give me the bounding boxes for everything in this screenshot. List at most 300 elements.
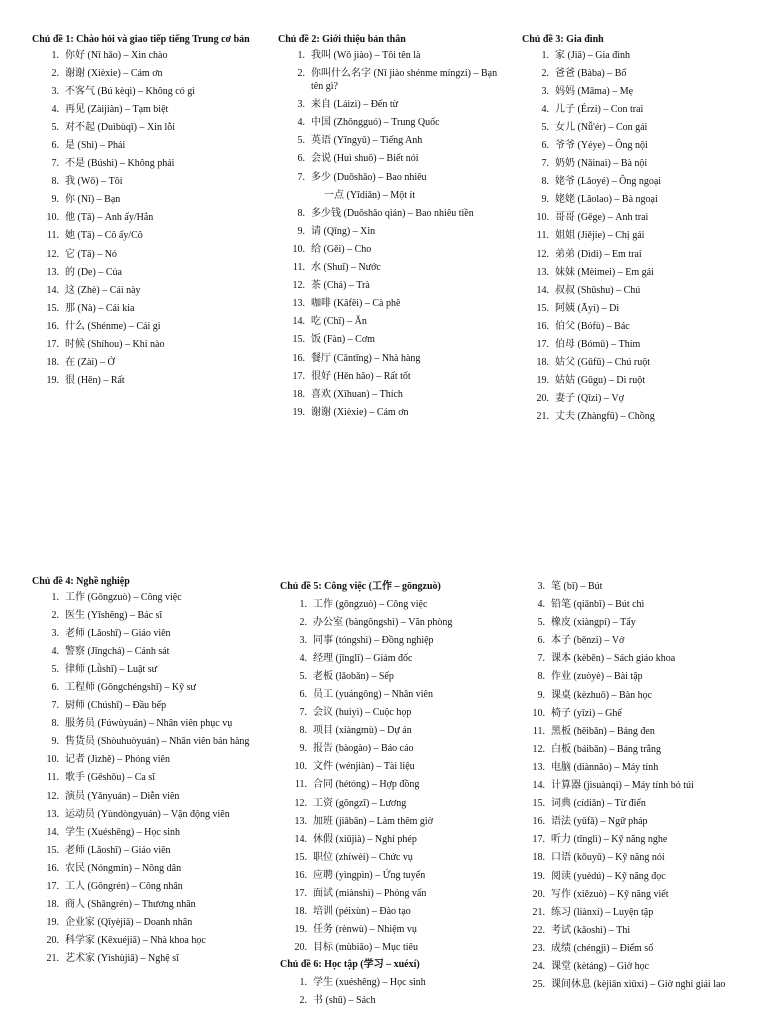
item-number: 17. [46,881,59,892]
vocab-item [280,833,510,847]
item-text: 员工 (yuángōng) – Nhân viên [313,688,433,700]
vocab-item [518,924,750,938]
vocab-item [278,49,500,63]
item-number: 16. [294,869,307,881]
vocab-item [522,338,752,352]
item-number: 4. [537,599,545,611]
item-number: 8. [51,718,59,730]
item-text: 职位 (zhíwèi) – Chức vụ [313,851,413,863]
item-number: 7. [51,700,59,712]
vocab-item [32,880,254,894]
item-number: 9. [537,689,545,701]
item-text: 茶 (Chá) – Trà [311,280,370,292]
vocab-item [278,406,500,420]
item-number: 15. [536,302,549,314]
item-text: 笔 (bǐ) – Bút [551,581,603,592]
section-2 [278,33,500,424]
vocab-item [518,598,750,612]
item-number: 13. [46,808,59,820]
vocab-item [522,248,752,262]
item-text: 橡皮 (xiàngpí) – Tẩy [551,617,636,629]
vocab-item [518,870,750,884]
vocab-item [32,374,254,388]
vocab-item [522,284,752,298]
item-number: 2. [51,67,59,79]
vocab-item [32,302,254,316]
vocab-item [518,888,750,902]
vocab-item [518,670,750,684]
vocab-item [32,753,254,767]
item-text: 他 (Tā) – Anh ấy/Hắn [65,212,154,224]
vocab-item [278,333,500,347]
vocab-item [518,833,750,847]
item-text: 丈夫 (Zhàngfū) – Chồng [555,411,655,423]
item-number: 4. [51,103,59,115]
item-text: 给 (Gěi) – Cho [311,243,372,255]
vocab-item [278,207,500,221]
vocab-item [32,139,254,153]
item-text: 老师 (Lǎoshī) – Giáo viên [65,627,171,639]
item-text: 吃 (Chī) – Ăn [311,316,367,328]
item-text: 阅读 (yuèdú) – Kỹ năng đọc [551,870,666,882]
vocab-item [32,735,254,749]
item-text: 任务 (rènwù) – Nhiệm vụ [313,924,417,936]
item-number: 5. [51,121,59,133]
item-text: 课桌 (kèzhuō) – Bàn học [551,689,653,701]
item-number: 9. [299,743,307,755]
vocab-item [32,49,254,63]
item-text: 你叫什么名字 (Nǐ jiào shénme míngzi) – Bạn tên gì? [311,67,498,93]
item-number: 17. [46,339,59,350]
vocab-item [518,978,750,992]
item-number: 22. [532,924,545,936]
item-number: 21. [536,411,549,423]
vocab-item [32,591,254,605]
section-5 [280,580,510,1012]
vocab-item [32,609,254,623]
vocab-item [32,645,254,659]
item-text: 听力 (tīnglì) – Kỹ năng nghe [551,834,668,846]
item-number: 7. [299,707,307,719]
vocab-item [278,297,500,311]
vocab-list [522,49,752,424]
item-text: 妹妹 (Mèimei) – Em gái [555,266,654,278]
vocab-item [280,760,510,774]
item-number: 14. [294,833,307,845]
item-text: 工人 (Gōngrén) – Công nhân [65,881,183,892]
item-text: 不是 (Búshì) – Không phải [65,158,175,170]
item-text: 我 (Wǒ) – Tôi [65,176,123,188]
vocab-item [278,261,500,275]
item-number: 7. [541,158,549,170]
vocab-item [32,663,254,677]
item-text: 报告 (bàogào) – Báo cáo [313,743,414,755]
item-number: 1. [51,49,59,61]
vocab-item [278,67,500,94]
item-number: 13. [532,761,545,773]
item-number: 13. [536,266,549,278]
item-text: 谢谢 (Xièxie) – Cảm ơn [311,406,409,418]
vocab-item [518,634,750,648]
item-text: 这 (Zhè) – Cái này [65,284,141,296]
item-text: 演员 (Yǎnyuán) – Diễn viên [65,790,180,802]
vocab-item [522,49,752,63]
item-text: 阿姨 (Āyí) – Dì [555,302,620,314]
item-text: 女儿 (Nǚ'ér) – Con gái [555,121,648,133]
item-text: 艺术家 (Yìshùjiā) – Nghệ sĩ [65,953,179,965]
item-text: 我叫 (Wǒ jiào) – Tôi tên là [311,49,421,61]
item-text: 她 (Tā) – Cô ấy/Cô [65,230,143,242]
item-text: 来自 (Láizì) – Đến từ [311,99,399,111]
vocab-item [280,994,510,1008]
item-text: 加班 (jiābān) – Làm thêm giờ [313,815,433,827]
item-number: 8. [297,207,305,219]
vocab-item [32,681,254,695]
item-text: 儿子 (Érzi) – Con trai [555,103,644,115]
vocab-item [278,370,500,384]
vocab-item [32,771,254,785]
item-text: 培训 (péixùn) – Đào tạo [313,906,411,918]
item-text: 记者 (Jìzhě) – Phóng viên [65,754,170,766]
item-text: 椅子 (yǐzi) – Ghế [551,707,622,719]
item-number: 16. [46,320,59,332]
vocab-item [522,374,752,388]
item-text: 应聘 (yìngpìn) – Ứng tuyển [313,869,426,881]
section-3 [522,33,752,428]
section-1 [32,33,254,392]
item-number: 6. [51,139,59,151]
vocab-item [32,193,254,207]
item-text: 是 (Shì) – Phải [65,139,126,151]
item-number: 14. [292,316,305,328]
item-number: 15. [46,844,59,856]
vocab-item [278,315,500,329]
item-text: 写作 (xiězuò) – Kỹ năng viết [551,888,669,900]
vocab-item [522,266,752,280]
item-number: 11. [532,725,545,737]
item-text: 文件 (wénjiàn) – Tài liệu [313,761,415,773]
item-number: 8. [299,725,307,737]
item-number: 18. [532,852,545,864]
vocab-item [522,211,752,225]
vocab-item [32,862,254,876]
item-number: 2. [297,67,305,79]
vocab-item [32,356,254,370]
item-number: 6. [51,681,59,693]
vocab-list [32,591,254,966]
item-text: 不客气 (Bú kèqì) – Không có gì [65,85,195,97]
item-number: 18. [46,899,59,911]
vocab-item [32,844,254,858]
item-number: 3. [299,634,307,646]
item-number: 20. [532,888,545,900]
item-text: 目标 (mùbiāo) – Mục tiêu [313,942,418,954]
vocab-item [278,352,500,366]
item-number: 12. [294,797,307,809]
item-number: 10. [46,754,59,766]
vocab-item [32,916,254,930]
section-title: Chủ đề 1: Chào hỏi và giao tiếp tiếng Trung cơ bản [32,34,250,45]
vocab-item [518,851,750,865]
item-text: 姥爷 (Lǎoyé) – Ông ngoại [555,176,662,188]
item-number: 12. [46,790,59,802]
item-text: 姥姥 (Lǎolao) – Bà ngoại [555,194,658,206]
vocab-item [280,815,510,829]
vocab-item [280,797,510,811]
item-number: 15. [46,302,59,314]
item-text: 老师 (Lǎoshī) – Giáo viên [65,844,171,856]
item-number: 8. [51,176,59,188]
item-text: 律师 (Lǜshī) – Luật sư [65,663,158,675]
item-number: 5. [541,121,549,133]
item-number: 10. [46,212,59,224]
item-number: 3. [537,581,545,592]
vocab-item [32,790,254,804]
vocab-item [32,121,254,135]
item-number: 2. [51,609,59,621]
item-text: 练习 (liànxí) – Luyện tập [551,906,654,918]
item-number: 1. [299,976,307,988]
item-number: 4. [297,117,305,129]
item-text: 会说 (Huì shuō) – Biết nói [311,153,419,165]
item-number: 13. [294,815,307,827]
item-text: 哥哥 (Gēge) – Anh trai [555,212,649,224]
item-text: 多少 (Duōshǎo) – Bao nhiêu [311,171,427,183]
item-number: 25. [532,979,545,991]
vocab-item [280,887,510,901]
vocab-item [32,952,254,966]
item-text: 售货员 (Shòuhuòyuán) – Nhân viên bán hàng [65,736,250,748]
vocab-item [278,225,500,239]
item-text: 项目 (xiàngmù) – Dự án [313,725,412,737]
vocab-item [32,266,254,280]
item-number: 24. [532,960,545,972]
vocab-item [518,652,750,666]
item-number: 9. [51,736,59,748]
item-text: 餐厅 (Cāntīng) – Nhà hàng [311,352,421,364]
item-number: 15. [292,334,305,346]
item-number: 16. [292,352,305,364]
item-number: 16. [536,320,549,332]
section-6-continued [518,580,750,996]
item-number: 17. [292,370,305,382]
vocab-item [518,689,750,703]
item-number: 15. [532,798,545,810]
item-text: 老板 (lǎobǎn) – Sếp [313,670,394,682]
item-text: 铅笔 (qiānbǐ) – Bút chì [551,599,645,611]
vocab-item [518,761,750,775]
item-text: 什么 (Shénme) – Cái gì [65,320,161,332]
item-number: 1. [297,49,305,61]
item-number: 7. [297,171,305,183]
vocab-item [518,779,750,793]
item-text: 口语 (kǒuyǔ) – Kỹ năng nói [551,852,665,864]
item-number: 19. [292,406,305,418]
item-text: 叔叔 (Shūshu) – Chú [555,284,641,296]
vocab-item [518,743,750,757]
vocab-item [522,392,752,406]
item-number: 8. [541,176,549,188]
item-text: 饭 (Fàn) – Cơm [311,334,375,346]
vocab-extra-line: 一点 (Yīdiǎn) – Một ít [324,189,416,201]
item-text: 那 (Nà) – Cái kia [65,302,135,314]
item-text: 工作 (Gōngzuò) – Công việc [65,591,182,603]
item-text: 英语 (Yīngyǔ) – Tiếng Anh [311,135,423,147]
vocab-item [280,941,510,955]
vocab-item [522,103,752,117]
item-text: 的 (De) – Của [65,266,122,278]
vocab-item [32,229,254,243]
item-number: 19. [536,375,549,387]
item-number: 10. [536,212,549,224]
vocab-item [32,284,254,298]
item-number: 17. [294,888,307,899]
item-text: 姐姐 (Jiějie) – Chị gái [555,230,645,242]
item-text: 经理 (jīnglǐ) – Giám đốc [313,652,413,664]
vocab-item [32,627,254,641]
vocab-item [522,139,752,153]
item-number: 18. [292,388,305,400]
item-number: 4. [299,652,307,664]
vocab-item [280,778,510,792]
vocab-item [522,67,752,81]
vocab-list [32,49,254,388]
vocab-item [522,193,752,207]
vocab-item [280,742,510,756]
vocab-item [518,815,750,829]
item-text: 姑父 (Gūfū) – Chú ruột [555,357,650,369]
vocab-item [280,616,510,630]
item-text: 工程师 (Gōngchéngshī) – Kỹ sư [65,681,196,693]
vocab-item [280,706,510,720]
item-text: 咖啡 (Kāfēi) – Cà phê [311,298,401,310]
item-number: 11. [536,230,549,242]
item-number: 20. [536,393,549,405]
item-number: 19. [294,924,307,936]
item-number: 6. [299,688,307,700]
item-number: 11. [292,262,305,274]
vocab-item [518,960,750,974]
item-text: 家 (Jiā) – Gia đình [555,49,630,61]
item-number: 7. [51,158,59,170]
item-text: 奶奶 (Nǎinai) – Bà nội [555,158,648,170]
vocab-item [278,152,500,166]
item-text: 课本 (kèběn) – Sách giáo khoa [551,653,676,665]
item-text: 工作 (gōngzuò) – Công việc [313,598,428,610]
vocab-item [280,598,510,612]
item-text: 伯父 (Bófù) – Bác [555,320,630,332]
vocab-list [280,598,510,955]
item-number: 14. [536,284,549,296]
vocab-item [518,725,750,739]
vocab-item [278,388,500,402]
item-number: 18. [294,906,307,918]
item-text: 中国 (Zhōngguó) – Trung Quốc [311,117,440,129]
item-number: 19. [532,870,545,882]
item-text: 你 (Nǐ) – Bạn [65,194,121,206]
item-text: 课间休息 (kèjiān xiūxi) – Giờ nghỉ giải lao [551,979,726,991]
item-number: 2. [299,994,307,1006]
vocab-item [32,320,254,334]
vocab-item [522,320,752,334]
item-text: 电脑 (diànnǎo) – Máy tính [551,761,659,773]
vocab-item [32,85,254,99]
item-number: 11. [46,772,59,784]
item-number: 9. [51,194,59,206]
item-text: 课堂 (kètáng) – Giờ học [551,960,650,972]
item-number: 10. [292,243,305,255]
vocab-item [278,134,500,148]
item-number: 16. [532,816,545,828]
item-text: 成绩 (chéngjì) – Điểm số [551,942,654,954]
item-number: 13. [46,266,59,278]
item-text: 服务员 (Fúwùyuán) – Nhân viên phục vụ [65,718,233,730]
vocab-item [522,121,752,135]
vocab-item [32,898,254,912]
item-number: 14. [46,284,59,296]
vocab-item [522,85,752,99]
vocab-item [32,699,254,713]
vocab-list [280,976,510,1008]
item-text: 歌手 (Gēshǒu) – Ca sĩ [65,772,155,784]
item-number: 14. [532,780,545,792]
item-number: 2. [541,67,549,79]
item-number: 17. [536,339,549,350]
item-text: 很 (Hěn) – Rất [65,375,125,387]
item-number: 20. [294,942,307,954]
item-text: 学生 (Xuéshēng) – Học sinh [65,826,180,838]
item-text: 农民 (Nóngmín) – Nông dân [65,862,182,874]
vocab-item [280,688,510,702]
item-number: 14. [46,826,59,838]
item-number: 19. [46,917,59,929]
vocab-item [32,826,254,840]
vocab-item [522,229,752,243]
item-number: 12. [532,743,545,755]
item-text: 再见 (Zàijiàn) – Tạm biệt [65,103,169,115]
item-text: 作业 (zuòyè) – Bài tập [551,671,643,683]
item-number: 21. [532,906,545,918]
item-text: 工资 (gōngzī) – Lương [313,797,407,809]
item-number: 6. [297,153,305,165]
item-number: 1. [51,591,59,603]
item-number: 7. [537,653,545,665]
item-text: 合同 (hétóng) – Hợp đồng [313,779,420,791]
item-number: 19. [46,375,59,387]
item-number: 18. [536,357,549,369]
item-text: 本子 (běnzi) – Vở [551,635,625,647]
item-text: 你好 (Nǐ hǎo) – Xin chào [65,49,168,61]
item-number: 2. [299,616,307,628]
item-number: 16. [46,862,59,874]
item-text: 考试 (kǎoshì) – Thi [551,924,631,936]
vocab-item [518,906,750,920]
item-text: 对不起 (Duìbùqǐ) – Xin lỗi [65,121,175,133]
item-text: 休假 (xiūjià) – Nghỉ phép [313,833,417,845]
item-text: 爷爷 (Yéye) – Ông nội [555,139,648,151]
section-title: Chủ đề 5: Công việc (工作 – gōngzuò) [280,581,441,592]
vocab-item [518,942,750,956]
vocab-item [522,157,752,171]
item-number: 21. [46,953,59,965]
vocab-item [522,175,752,189]
item-text: 运动员 (Yùndòngyuán) – Vận động viên [65,808,230,820]
item-number: 6. [541,139,549,151]
item-text: 书 (shū) – Sách [313,994,376,1006]
vocab-list [278,49,500,420]
item-text: 它 (Tā) – Nó [65,248,117,260]
vocab-item [280,976,510,990]
